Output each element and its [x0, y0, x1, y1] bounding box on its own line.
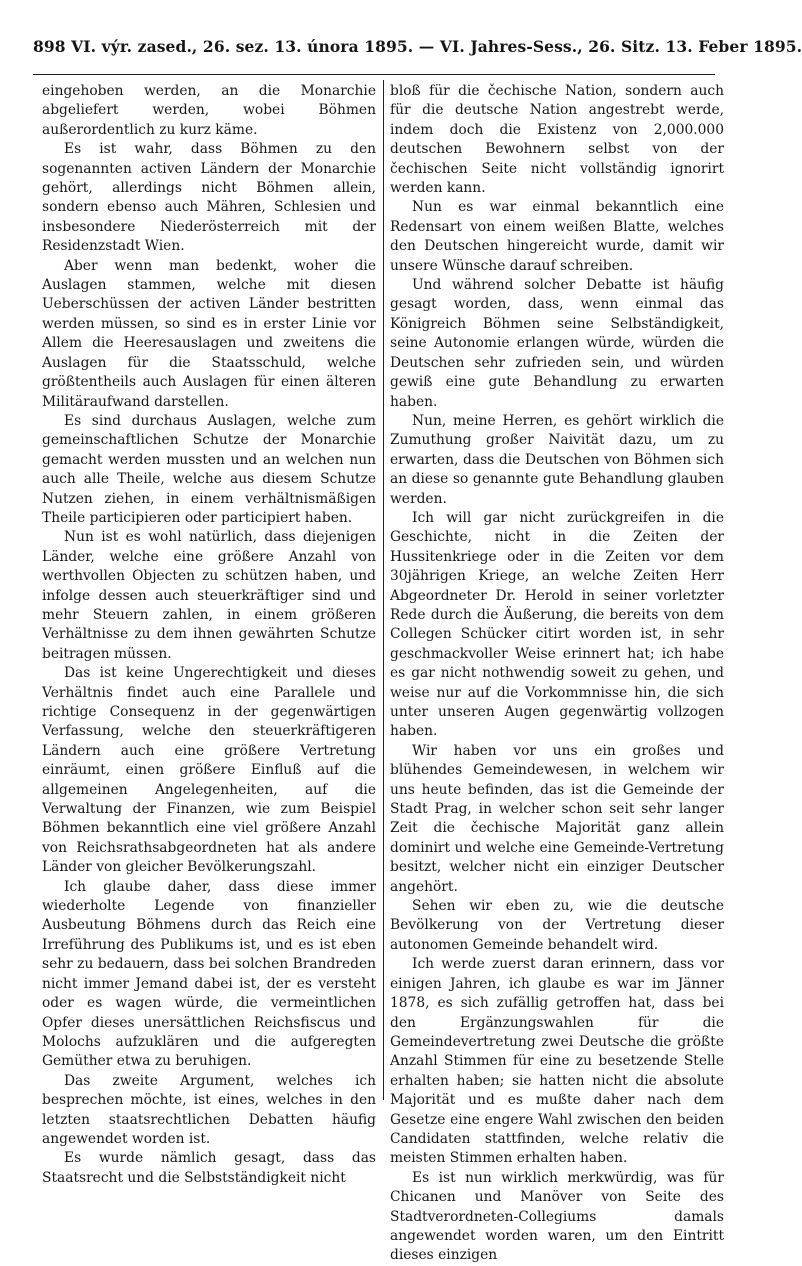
paragraph: eingehoben werden, an die Monarchie abgeliefert werden, wobei Böhmen außerordentlich zu kurz käme. [42, 83, 376, 138]
paragraph: Das ist keine Ungerechtigkeit und dieses Verhältnis findet auch eine Parallele und richtige Consequenz in der gegenwärtigen Verfassung, welche den steuerkräftigeren Ländern auch eine größere Vertretung einräumt, einen größere Einfluß auf die allgemeinen Angelegenheiten, auf die Verwaltung der Finanzen, wie zum Beispiel Böhmen bekanntlich eine viel größere Anzahl von Reichsrathsabgeordneten hat als andere Länder von gleicher Bevölkerungszahl. [42, 665, 376, 876]
paragraph: Und während solcher Debatte ist häufig gesagt worden, dass, wenn einmal das Königreich Böhmen seine Selbständigkeit, seine Autonomie erlangen würde, würden die Deutschen sehr zufrieden sein, und würden gewiß eine gute Behandlung zu erwarten haben. [390, 277, 724, 410]
paragraph: Es ist wahr, dass Böhmen zu den sogenannten activen Ländern der Monarchie gehört, allerdings nicht Böhmen allein, sondern ebenso auch Mähren, Schlesien und insbesondere Niederösterreich mit der Residenzstadt Wien. [42, 141, 376, 255]
paragraph: Nun es war einmal bekanntlich eine Redensart von einem weißen Blatte, welches den Deutschen hingereicht wurde, damit wir unsere Wünsche darauf schreiben. [390, 199, 724, 274]
header-rule [33, 74, 715, 75]
paragraph: Es sind durchaus Auslagen, welche zum gemeinschaftlichen Schutze der Monarchie gemacht werden mussten und an welchen nun auch alle Theile, welche aus diesem Schutze Nutzen ziehen, in einem verhältnismäßigen Theile participieren oder participiert haben. [42, 412, 376, 526]
paragraph: Sehen wir eben zu, wie die deutsche Bevölkerung von der Vertretung dieser autonomen Gemeinde behandelt wird. [390, 898, 724, 953]
paragraph: Nun ist es wohl natürlich, dass diejenigen Länder, welche eine größere Anzahl von werthvollen Objecten zu schützen haben, und infolge dessen auch steuerkräftiger sind und mehr Steuern zahlen, in einem größeren Verhältnisse zu dem ihnen gewährten Schutze beitragen müssen. [42, 529, 376, 662]
paragraph: bloß für die čechische Nation, sondern auch für die deutsche Nation angestrebt werde, indem doch die Existenz von 2,000.000 deutschen Bewohnern selbst von der čechischen Seite nicht vollständig ignorirt werden kann. [390, 83, 724, 197]
paragraph: Das zweite Argument, welches ich besprechen möchte, ist eines, welches in den letzten staatsrechtlichen Debatten häufig angewendet worden ist. [42, 1072, 376, 1147]
paragraph: Es ist nun wirklich merkwürdig, was für Chicanen und Manöver von Seite des Stadtverordneten-Collegiums damals angewendet worden waren, um den Eintritt dieses einzigen [390, 1169, 724, 1264]
left-column [42, 82, 376, 1186]
paragraph: Nun, meine Herren, es gehört wirklich die Zumuthung großer Naivität dazu, um zu erwarten, dass die Deutschen von Böhmen sich an diese so genannte gute Behandlung glauben werden. [390, 412, 724, 507]
paragraph: Ich werde zuerst daran erinnern, dass vor einigen Jahren, ich glaube es war im Jänner 1878, es sich zufällig getroffen hat, dass bei den Ergänzungswahlen für die Gemeindevertretung zwei Deutsche die größte Anzahl Stimmen für eine zu besetzende Stelle erhalten haben; sie hatten nicht die absolute Majorität und es mußte daher nach dem Gesetze eine engere Wahl zwischen den beiden Candidaten stattfinden, welche relativ die meisten Stimmen erhalten haben. [390, 956, 724, 1167]
column-divider [383, 80, 384, 1100]
paragraph: Wir haben vor uns ein großes und blühendes Gemeindewesen, in welchem wir uns heute befinden, das ist die Gemeinde der Stadt Prag, in welcher schon seit sehr langer Zeit die čechische Majorität ganz allein dominirt und welche eine Gemeinde-Vertretung besitzt, welcher nicht ein einziger Deutscher angehört. [390, 742, 724, 895]
paragraph: Ich glaube daher, dass diese immer wiederholte Legende von finanzieller Ausbeutung Böhmens durch das Reich eine Irreführung des Publikums ist, und es ist eben sehr zu bedauern, dass bei solchen Brandreden nicht immer Jemand dabei ist, der es versteht oder es wagen würde, die vermeintlichen Opfer dieses unersättlichen Reichsfiscus und Molochs aufzuklären und die aufgeregten Gemüther etwa zu beruhigen. [42, 878, 376, 1070]
right-column [390, 82, 724, 1264]
paragraph: Ich will gar nicht zurückgreifen in die Geschichte, nicht in die Zeiten der Hussitenkriege oder in die Zeiten vor dem 30jährigen Kriege, an welche Zeiten Herr Abgeordneter Dr. Herold in seiner vorletzter Rede durch die Äußerung, die bereits von dem Collegen Schücker citirt worden ist, in sehr geschmackvoller Weise erinnert hat; ich habe es gar nicht nothwendig soweit zu gehen, und weise nur auf die Vorkommnisse hin, die sich unter unseren Augen gegenwärtig vollzogen haben. [390, 509, 724, 740]
paragraph: Aber wenn man bedenkt, woher die Auslagen stammen, welche mit diesen Ueberschüssen der activen Länder bestritten werden müssen, so sind es in erster Linie vor Allem die Heeresauslagen und zweitens die Auslagen für die Staatsschuld, welche größtentheils auch Auslagen für einen älteren Militäraufwand darstellen. [42, 257, 376, 410]
paragraph: Es wurde nämlich gesagt, dass das Staatsrecht und die Selbstständigkeit nicht [42, 1150, 376, 1186]
page-header: 898 VI. výr. zased., 26. sez. 13. února 1895. — VI. Jahres-Sess., 26. Sitz. 13. Feber 1895. [33, 37, 802, 56]
